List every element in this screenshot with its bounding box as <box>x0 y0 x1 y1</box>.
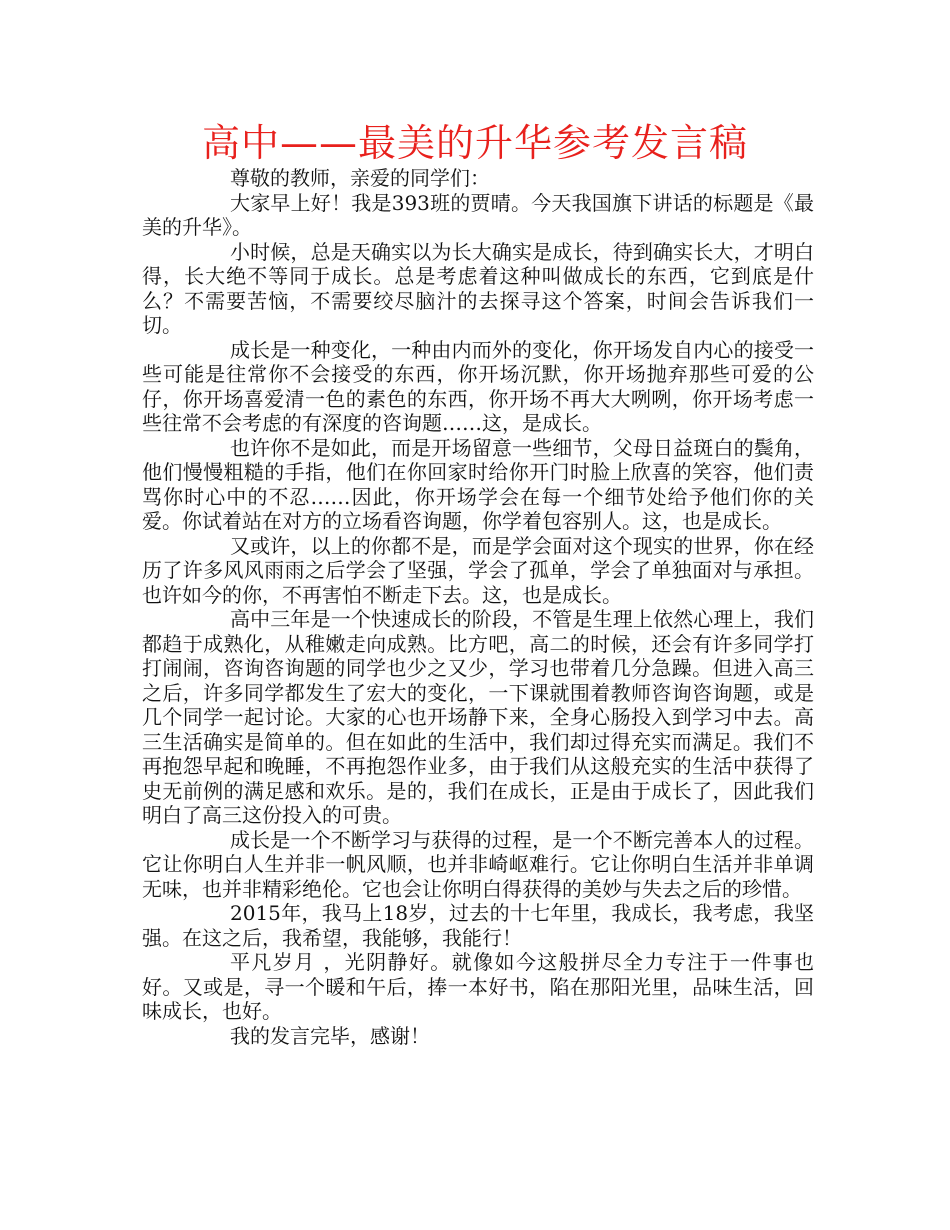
body-paragraph: 也许你不是如此，而是开场留意一些细节，父母日益斑白的鬓角，他们慢慢粗糙的手指，他们在你回家时给你开门时脸上欣喜的笑容，他们责骂你时心中的不忍……因此，你开场学会在每一个细节处给予他们你的关爱。你试着站在对方的立场看咨询题，你学着包容别人。这，也是成长。 <box>142 435 814 533</box>
body-paragraph: 大家早上好！我是393班的贾晴。今天我国旗下讲话的标题是《最美的升华》。 <box>142 190 814 239</box>
body-paragraph: 高中三年是一个快速成长的阶段，不管是生理上依然心理上，我们都趋于成熟化，从稚嫩走向成熟。比方吧，高二的时候，还会有许多同学打打闹闹，咨询咨询题的同学也少之又少，学习也带着几分急躁。但进入高三之后，许多同学都发生了宏大的变化，一下课就围着教师咨询咨询题，或是几个同学一起讨论。大家的心也开场静下来，全身心肠投入到学习中去。高三生活确实是简单的。但在如此的生活中，我们却过得充实而满足。我们不再抱怨早起和晚睡，不再抱怨作业多，由于我们从这般充实的生活中获得了史无前例的满足感和欢乐。是的，我们在成长，正是由于成长了，因此我们明白了高三这份投入的可贵。 <box>142 607 814 827</box>
closing-paragraph: 我的发言完毕，感谢！ <box>230 1023 430 1048</box>
body-paragraph: 小时候，总是天确实以为长大确实是成长，待到确实长大，才明白得，长大绝不等同于成长。总是考虑着这种叫做成长的东西，它到底是什么？不需要苦恼，不需要绞尽脑汁的去探寻这个答案，时间会告诉我们一切。 <box>142 239 814 337</box>
body-paragraph: 成长是一个不断学习与获得的过程，是一个不断完善本人的过程。它让你明白人生并非一帆风顺，也并非崎岖难行。它让你明白生活并非单调无味，也并非精彩绝伦。它也会让你明白得获得的美妙与失去之后的珍惜。 <box>142 827 814 901</box>
body-paragraph: 成长是一种变化，一种由内而外的变化，你开场发自内心的接受一些可能是往常你不会接受的东西，你开场沉默，你开场抛弃那些可爱的公仔，你开场喜爱清一色的素色的东西，你开场不再大大咧咧，你开场考虑一些往常不会考虑的有深度的咨询题……这，是成长。 <box>142 337 814 435</box>
body-paragraph: 2015年，我马上18岁，过去的十七年里，我成长，我考虑，我坚强。在这之后，我希望，我能够，我能行！ <box>142 901 814 950</box>
salutation-paragraph: 尊敬的教师，亲爱的同学们： <box>230 166 490 190</box>
document-body <box>142 166 814 1048</box>
body-paragraph: 平凡岁月 ，光阴静好。就像如今这般拼尽全力专注于一件事也好。又或是，寻一个暖和午后，捧一本好书，陷在那阳光里，品味生活，回味成长，也好。 <box>142 950 814 1023</box>
body-paragraph: 又或许，以上的你都不是，而是学会面对这个现实的世界，你在经历了许多风风雨雨之后学会了坚强，学会了孤单，学会了单独面对与承担。也许如今的你，不再害怕不断走下去。这，也是成长。 <box>142 533 814 607</box>
document-title: 高中——最美的升华参考发言稿 <box>201 121 748 165</box>
